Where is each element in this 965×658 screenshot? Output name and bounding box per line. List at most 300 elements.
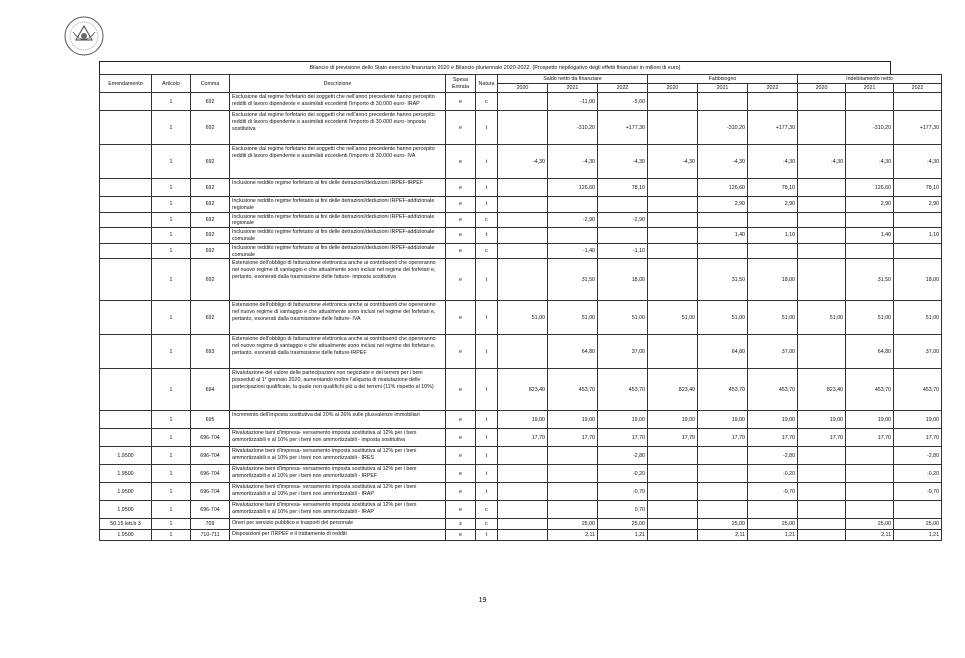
- cell-value: 453,70: [846, 369, 894, 411]
- cell-value: [498, 179, 548, 197]
- cell-spesa-entrata: e: [446, 259, 476, 301]
- cell-value: -11,00: [548, 93, 598, 111]
- year-header: 2021: [548, 84, 598, 93]
- cell-natura: t: [476, 429, 498, 447]
- cell-value: [698, 483, 748, 501]
- cell-emendamento: [100, 411, 152, 429]
- cell-natura: t: [476, 369, 498, 411]
- cell-emendamento: [100, 111, 152, 145]
- cell-value: [698, 93, 748, 111]
- cell-value: [798, 519, 846, 530]
- cell-natura: t: [476, 145, 498, 179]
- year-header: 2022: [748, 84, 798, 93]
- cell-value: +177,30: [894, 111, 942, 145]
- cell-value: [798, 179, 846, 197]
- cell-value: [548, 465, 598, 483]
- cell-value: [748, 212, 798, 228]
- cell-value: 453,70: [698, 369, 748, 411]
- col-articolo: Articolo: [152, 75, 191, 93]
- cell-value: [498, 212, 548, 228]
- cell-emendamento: [100, 212, 152, 228]
- cell-value: [698, 212, 748, 228]
- cell-value: 0,70: [598, 501, 648, 519]
- cell-value: [798, 335, 846, 369]
- table-row: [100, 519, 942, 530]
- cell-value: 2,90: [698, 197, 748, 213]
- cell-value: [648, 259, 698, 301]
- cell-spesa-entrata: e: [446, 111, 476, 145]
- cell-value: 2,11: [698, 530, 748, 541]
- cell-value: 17,70: [548, 429, 598, 447]
- cell-spesa-entrata: e: [446, 530, 476, 541]
- cell-value: 64,80: [548, 335, 598, 369]
- cell-value: -0,20: [894, 465, 942, 483]
- cell-value: [846, 212, 894, 228]
- cell-descrizione: Rivalutazione beni d'impresa- versamento imposta sostitutiva al 12% per i beni ammortizzabili e al 10% per i beni non ammortizzabili - IRPEF: [230, 465, 446, 483]
- table-row: [100, 483, 942, 501]
- cell-value: [846, 93, 894, 111]
- cell-value: [748, 501, 798, 519]
- cell-value: [798, 501, 846, 519]
- cell-spesa-entrata: e: [446, 145, 476, 179]
- cell-value: 25,00: [548, 519, 598, 530]
- cell-value: -0,70: [748, 483, 798, 501]
- cell-spesa-entrata: e: [446, 228, 476, 244]
- cell-spesa-entrata: e: [446, 501, 476, 519]
- cell-articolo: 1: [152, 429, 191, 447]
- cell-value: [894, 243, 942, 259]
- cell-value: 19,00: [498, 411, 548, 429]
- cell-value: [798, 111, 846, 145]
- cell-value: 2,11: [846, 530, 894, 541]
- cell-value: -4,30: [648, 145, 698, 179]
- cell-value: [648, 228, 698, 244]
- cell-natura: t: [476, 530, 498, 541]
- cell-value: 51,00: [648, 301, 698, 335]
- cell-value: -1,40: [548, 243, 598, 259]
- cell-descrizione: Estensione dell'obbligo di fatturazione elettronica anche ai contribuenti che opereranno nel nuovo regime di vantaggio e che attualmente sono inclusi nel regime dei forfetari e, pertanto, esonerati dalla trasmissione delle fatture-IRPEF: [230, 335, 446, 369]
- cell-comma: 693: [191, 335, 230, 369]
- table-row: [100, 228, 942, 244]
- cell-value: 2,11: [548, 530, 598, 541]
- cell-value: [548, 501, 598, 519]
- cell-value: 1,21: [894, 530, 942, 541]
- cell-value: 1,21: [748, 530, 798, 541]
- cell-value: 18,00: [748, 259, 798, 301]
- cell-emendamento: [100, 93, 152, 111]
- cell-emendamento: 1.9500: [100, 501, 152, 519]
- cell-value: [548, 197, 598, 213]
- cell-descrizione: Rivalutazione beni d'impresa- versamento imposta sostitutiva al 12% per i beni ammortizzabili e al 10% per i beni non ammortizzabili - IRES: [230, 447, 446, 465]
- cell-comma: 696-704: [191, 447, 230, 465]
- table-row: [100, 411, 942, 429]
- cell-descrizione: Esclusione dal regime forfetario dei soggetti che nell'anno precedente hanno percepito redditi di lavoro dipendente e assimilati eccedenti l'importo di 30.000 euro- IRAP: [230, 93, 446, 111]
- cell-value: [648, 93, 698, 111]
- cell-emendamento: [100, 259, 152, 301]
- cell-value: 25,00: [698, 519, 748, 530]
- cell-value: 51,00: [698, 301, 748, 335]
- cell-articolo: 1: [152, 259, 191, 301]
- cell-emendamento: [100, 243, 152, 259]
- cell-value: -2,90: [548, 212, 598, 228]
- cell-value: -2,80: [894, 447, 942, 465]
- cell-value: -4,30: [548, 145, 598, 179]
- cell-natura: t: [476, 197, 498, 213]
- cell-spesa-entrata: e: [446, 483, 476, 501]
- emblem-seal: [62, 14, 106, 58]
- col-spesa-entrata: Spesa Entrata: [446, 75, 476, 93]
- cell-descrizione: Incremento dell'imposta sostitutiva dal 20% al 26% sulle plusvalenze immobiliari: [230, 411, 446, 429]
- cell-articolo: 1: [152, 369, 191, 411]
- cell-descrizione: Esclusione dal regime forfetario dei soggetti che nell'anno precedente hanno percepito redditi di lavoro dipendente e assimilati eccedenti l'importo di 30.000 euro- imposta sostitutiva: [230, 111, 446, 145]
- cell-value: [846, 465, 894, 483]
- cell-natura: t: [476, 301, 498, 335]
- cell-emendamento: [100, 228, 152, 244]
- table-row: [100, 301, 942, 335]
- cell-spesa-entrata: e: [446, 369, 476, 411]
- cell-descrizione: Disposizioni per l'IRPEF e il trattamento di redditi: [230, 530, 446, 541]
- cell-comma: 692: [191, 145, 230, 179]
- cell-value: 51,00: [548, 301, 598, 335]
- table-body: [100, 93, 942, 541]
- year-header: 2022: [894, 84, 942, 93]
- cell-value: -5,60: [598, 93, 648, 111]
- cell-value: 126,60: [548, 179, 598, 197]
- cell-value: [498, 501, 548, 519]
- cell-value: 1,10: [894, 228, 942, 244]
- cell-value: 18,00: [894, 259, 942, 301]
- cell-value: -1,10: [598, 243, 648, 259]
- cell-value: 64,80: [846, 335, 894, 369]
- cell-comma: 692: [191, 197, 230, 213]
- table-row: [100, 259, 942, 301]
- cell-value: [548, 483, 598, 501]
- year-header: 2022: [598, 84, 648, 93]
- cell-value: [798, 212, 846, 228]
- cell-natura: t: [476, 447, 498, 465]
- cell-value: [798, 243, 846, 259]
- cell-value: 51,00: [598, 301, 648, 335]
- cell-value: 31,50: [846, 259, 894, 301]
- cell-articolo: 1: [152, 212, 191, 228]
- cell-value: 51,00: [748, 301, 798, 335]
- cell-value: [498, 519, 548, 530]
- cell-value: [498, 483, 548, 501]
- cell-natura: t: [476, 465, 498, 483]
- cell-value: 78,10: [748, 179, 798, 197]
- cell-value: [846, 447, 894, 465]
- cell-descrizione: Inclusione reddito regime forfetario ai fini delle detrazioni/deduzioni IRPEF-addizionale regionale: [230, 197, 446, 213]
- year-header: 2021: [698, 84, 748, 93]
- cell-descrizione: Esclusione dal regime forfetario dei soggetti che nell'anno precedente hanno percepito redditi di lavoro dipendente e assimilati eccedenti l'importo di 30.000 euro- IVA: [230, 145, 446, 179]
- cell-spesa-entrata: s: [446, 519, 476, 530]
- cell-value: 2,90: [894, 197, 942, 213]
- cell-comma: 696-704: [191, 429, 230, 447]
- cell-descrizione: Rivalutazione del valore delle partecipazioni non negoziate e dei terreni per i beni posseduti al 1° gennaio 2020, aumentando inoltre l'aliquota di rivalutazione delle partecipazioni qualificate, la quale non qualifichi più a dei terreni (11% rispetto al 10%): [230, 369, 446, 411]
- cell-value: [748, 93, 798, 111]
- cell-value: [698, 243, 748, 259]
- cell-descrizione: Inclusione reddito regime forfetario ai fini delle detrazioni/deduzioni IRPEF-addizionale regionale: [230, 212, 446, 228]
- cell-value: [798, 465, 846, 483]
- cell-articolo: 1: [152, 93, 191, 111]
- cell-value: -0,70: [894, 483, 942, 501]
- cell-value: [648, 501, 698, 519]
- cell-value: 823,40: [648, 369, 698, 411]
- cell-emendamento: [100, 145, 152, 179]
- cell-value: 17,70: [698, 429, 748, 447]
- cell-descrizione: Rivalutazione beni d'impresa- versamento imposta sostitutiva al 12% per i beni ammortizzabili e al 10% per i beni non ammortizzabili - imposta sostitutiva: [230, 429, 446, 447]
- cell-emendamento: 1.9500: [100, 483, 152, 501]
- cell-spesa-entrata: e: [446, 411, 476, 429]
- cell-value: 25,00: [894, 519, 942, 530]
- header-row-main: [100, 75, 942, 84]
- cell-value: [698, 465, 748, 483]
- cell-comma: 694: [191, 369, 230, 411]
- cell-value: [798, 483, 846, 501]
- cell-spesa-entrata: e: [446, 93, 476, 111]
- cell-comma: 692: [191, 93, 230, 111]
- cell-value: 25,00: [748, 519, 798, 530]
- cell-articolo: 1: [152, 519, 191, 530]
- cell-descrizione: Inclusione reddito regime forfetario ai fini delle detrazioni/deduzioni IRPEF-IRPEF: [230, 179, 446, 197]
- cell-emendamento: [100, 301, 152, 335]
- cell-value: 19,00: [846, 411, 894, 429]
- col-group-fabbisogno: Fabbisogno: [648, 75, 798, 84]
- cell-articolo: 1: [152, 179, 191, 197]
- effects-table: [99, 74, 942, 541]
- cell-value: [648, 335, 698, 369]
- cell-articolo: 1: [152, 301, 191, 335]
- cell-natura: t: [476, 483, 498, 501]
- cell-comma: 692: [191, 301, 230, 335]
- cell-value: [498, 243, 548, 259]
- cell-value: -4,30: [598, 145, 648, 179]
- cell-value: 1,21: [598, 530, 648, 541]
- cell-value: [498, 93, 548, 111]
- cell-articolo: 1: [152, 111, 191, 145]
- cell-value: 37,00: [598, 335, 648, 369]
- year-header: 2020: [648, 84, 698, 93]
- year-header: 2020: [798, 84, 846, 93]
- cell-articolo: 1: [152, 243, 191, 259]
- cell-spesa-entrata: e: [446, 197, 476, 213]
- cell-value: [598, 228, 648, 244]
- year-header: 2020: [498, 84, 548, 93]
- cell-comma: 692: [191, 243, 230, 259]
- cell-natura: t: [476, 411, 498, 429]
- cell-emendamento: 1.9500: [100, 530, 152, 541]
- cell-value: [846, 483, 894, 501]
- cell-value: -4,30: [798, 145, 846, 179]
- col-group-indebitamento: Indebitamento netto: [798, 75, 942, 84]
- col-emendamento: Emendamento: [100, 75, 152, 93]
- cell-value: [846, 501, 894, 519]
- cell-comma: 695: [191, 411, 230, 429]
- cell-descrizione: Estensione dell'obbligo di fatturazione elettronica anche ai contribuenti che opereranno nel nuovo regime di vantaggio e che attualmente sono inclusi nel regime dei forfetari e, pertanto, esonerati dalla trasmissione delle fatture- imposta sostitutiva: [230, 259, 446, 301]
- cell-articolo: 1: [152, 501, 191, 519]
- cell-value: [894, 212, 942, 228]
- cell-emendamento: 1.9500: [100, 447, 152, 465]
- cell-value: 19,00: [748, 411, 798, 429]
- cell-emendamento: [100, 369, 152, 411]
- cell-spesa-entrata: e: [446, 212, 476, 228]
- cell-emendamento: [100, 429, 152, 447]
- cell-natura: c: [476, 501, 498, 519]
- cell-value: [548, 447, 598, 465]
- cell-value: [698, 447, 748, 465]
- cell-value: 19,00: [798, 411, 846, 429]
- cell-spesa-entrata: e: [446, 447, 476, 465]
- cell-value: -4,30: [748, 145, 798, 179]
- cell-comma: 692: [191, 259, 230, 301]
- cell-value: 64,80: [698, 335, 748, 369]
- cell-value: [798, 228, 846, 244]
- cell-value: [498, 111, 548, 145]
- cell-value: 17,70: [748, 429, 798, 447]
- cell-value: 823,40: [798, 369, 846, 411]
- table-row: [100, 145, 942, 179]
- cell-value: [798, 447, 846, 465]
- table-row: [100, 335, 942, 369]
- cell-spesa-entrata: e: [446, 335, 476, 369]
- cell-value: 2,90: [748, 197, 798, 213]
- cell-value: -2,90: [598, 212, 648, 228]
- cell-value: [648, 212, 698, 228]
- cell-value: -0,20: [598, 465, 648, 483]
- cell-value: [498, 530, 548, 541]
- cell-value: 51,00: [798, 301, 846, 335]
- cell-value: [798, 259, 846, 301]
- cell-value: [598, 197, 648, 213]
- page-number: 19: [478, 597, 487, 604]
- cell-articolo: 1: [152, 335, 191, 369]
- cell-value: 51,00: [498, 301, 548, 335]
- cell-comma: 696-704: [191, 501, 230, 519]
- cell-natura: c: [476, 519, 498, 530]
- table-row: [100, 111, 942, 145]
- cell-value: 453,70: [894, 369, 942, 411]
- cell-value: +177,30: [598, 111, 648, 145]
- cell-value: -0,70: [598, 483, 648, 501]
- cell-value: [648, 530, 698, 541]
- table-row: [100, 501, 942, 519]
- cell-value: 126,60: [846, 179, 894, 197]
- cell-value: 1,10: [748, 228, 798, 244]
- cell-value: +177,30: [748, 111, 798, 145]
- cell-value: [648, 483, 698, 501]
- cell-value: -310,20: [548, 111, 598, 145]
- cell-value: -2,80: [748, 447, 798, 465]
- cell-descrizione: Inclusione reddito regime forfetario ai fini delle detrazioni/deduzioni IRPEF-addizionale comunale: [230, 228, 446, 244]
- cell-emendamento: 1.9500: [100, 465, 152, 483]
- document-title: Bilancio di previsione dello Stato esercizio finanziario 2020 e Bilancio pluriennale 2020-2022. (Prospetto riepilogativo degli effetti finanziari in milioni di euro): [99, 61, 891, 74]
- cell-comma: 692: [191, 228, 230, 244]
- cell-value: [648, 197, 698, 213]
- cell-value: 1,40: [698, 228, 748, 244]
- cell-value: 17,70: [598, 429, 648, 447]
- table-row: [100, 447, 942, 465]
- col-comma: Comma: [191, 75, 230, 93]
- col-natura: Natura: [476, 75, 498, 93]
- table-row: [100, 530, 942, 541]
- cell-value: [648, 519, 698, 530]
- cell-value: [498, 335, 548, 369]
- cell-spesa-entrata: e: [446, 243, 476, 259]
- cell-value: 17,70: [648, 429, 698, 447]
- cell-articolo: 1: [152, 228, 191, 244]
- cell-value: 78,10: [894, 179, 942, 197]
- table-row: [100, 197, 942, 213]
- cell-value: 453,70: [548, 369, 598, 411]
- cell-value: [698, 501, 748, 519]
- cell-value: -4,30: [498, 145, 548, 179]
- cell-value: [798, 93, 846, 111]
- table-row: [100, 465, 942, 483]
- cell-value: 19,00: [698, 411, 748, 429]
- cell-spesa-entrata: e: [446, 465, 476, 483]
- cell-descrizione: Inclusione reddito regime forfetario ai fini delle detrazioni/deduzioni IRPEF-addizionale comunale: [230, 243, 446, 259]
- cell-value: [498, 447, 548, 465]
- cell-natura: t: [476, 111, 498, 145]
- cell-articolo: 1: [152, 145, 191, 179]
- cell-spesa-entrata: e: [446, 301, 476, 335]
- cell-value: 1,40: [846, 228, 894, 244]
- cell-value: [648, 111, 698, 145]
- table-row: [100, 243, 942, 259]
- cell-value: [798, 197, 846, 213]
- cell-comma: 710-711: [191, 530, 230, 541]
- cell-comma: 696-704: [191, 465, 230, 483]
- cell-value: 2,90: [846, 197, 894, 213]
- cell-value: 19,00: [648, 411, 698, 429]
- cell-value: 17,70: [498, 429, 548, 447]
- cell-descrizione: Rivalutazione beni d'impresa- versamento imposta sostitutiva al 12% per i beni ammortizzabili e al 10% per i beni non ammortizzabili - IRAP: [230, 501, 446, 519]
- cell-natura: c: [476, 93, 498, 111]
- cell-value: 453,70: [598, 369, 648, 411]
- cell-value: [748, 243, 798, 259]
- cell-value: -4,30: [894, 145, 942, 179]
- cell-comma: 696-704: [191, 483, 230, 501]
- cell-emendamento: [100, 335, 152, 369]
- cell-value: [498, 259, 548, 301]
- cell-value: 19,00: [894, 411, 942, 429]
- table-row: [100, 369, 942, 411]
- cell-value: 17,70: [894, 429, 942, 447]
- cell-value: [798, 530, 846, 541]
- cell-value: 18,00: [598, 259, 648, 301]
- cell-value: 823,40: [498, 369, 548, 411]
- table-row: [100, 93, 942, 111]
- cell-value: 25,00: [598, 519, 648, 530]
- cell-natura: t: [476, 228, 498, 244]
- cell-value: 51,00: [894, 301, 942, 335]
- cell-comma: 709: [191, 519, 230, 530]
- cell-natura: t: [476, 335, 498, 369]
- cell-descrizione: Estensione dell'obbligo di fatturazione elettronica anche ai contribuenti che opereranno nel nuovo regime di vantaggio e che attualmente sono inclusi nel regime dei forfetari e, pertanto, esonerati dalla trasmissione delle fatture- IVA: [230, 301, 446, 335]
- cell-value: [548, 228, 598, 244]
- cell-emendamento: [100, 197, 152, 213]
- cell-value: [648, 179, 698, 197]
- cell-articolo: 1: [152, 465, 191, 483]
- table-row: [100, 429, 942, 447]
- col-group-saldo: Saldo netto da finanziare: [498, 75, 648, 84]
- cell-natura: t: [476, 259, 498, 301]
- cell-natura: c: [476, 243, 498, 259]
- cell-value: [648, 243, 698, 259]
- cell-value: 25,00: [846, 519, 894, 530]
- col-descrizione: Descrizione: [230, 75, 446, 93]
- cell-emendamento: 50.15 lett.b 3: [100, 519, 152, 530]
